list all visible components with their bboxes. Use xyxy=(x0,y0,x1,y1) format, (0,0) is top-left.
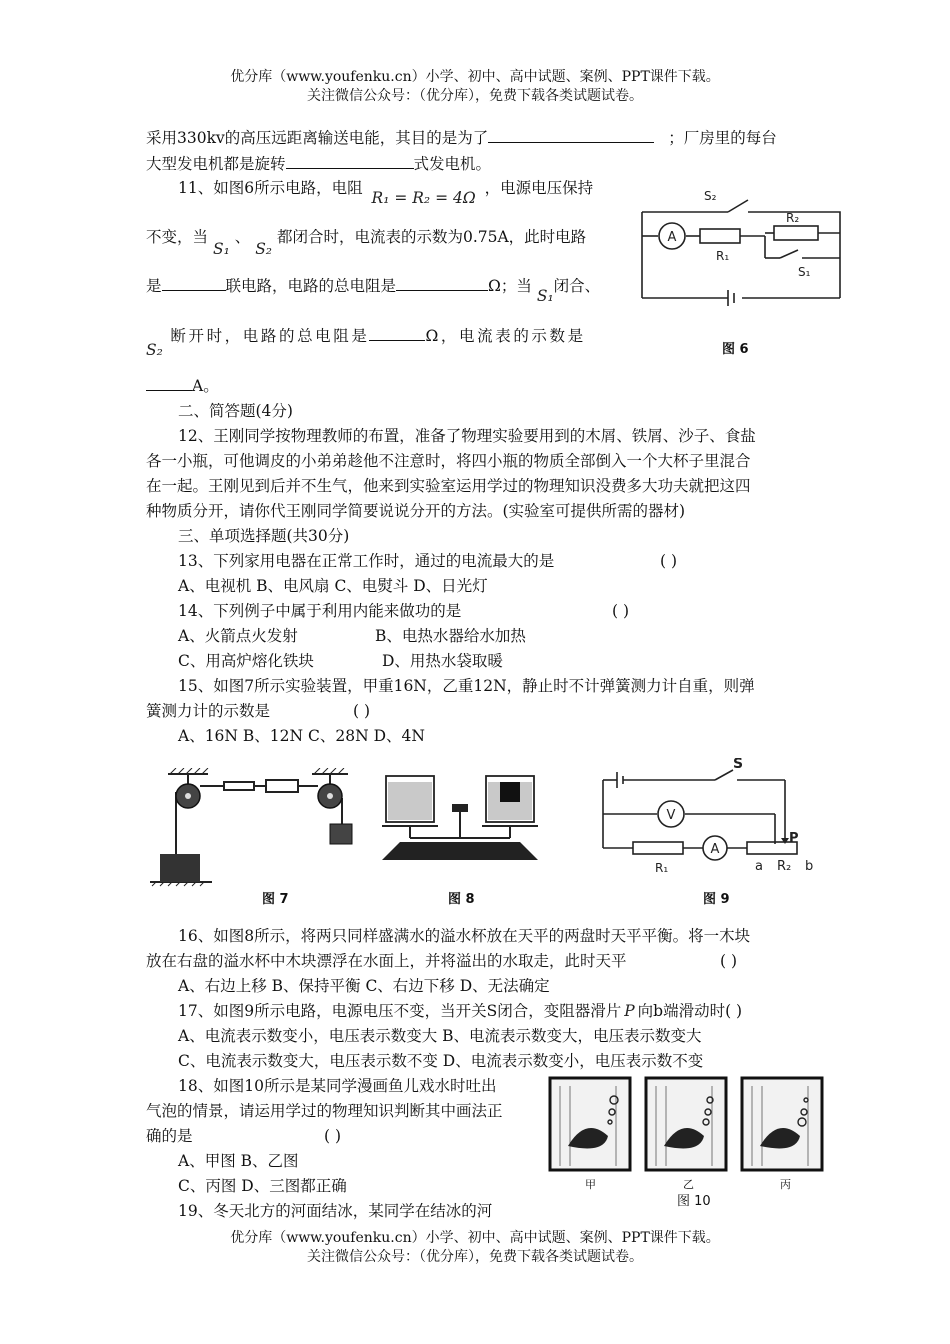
fig9-a-label: a xyxy=(755,859,763,874)
fig9-caption: 图 9 xyxy=(703,892,730,907)
footer-line-1: 优分库（www.youfenku.cn）小学、初中、高中试题、案例、PPT课件下载。 xyxy=(230,1230,720,1246)
fig10-panel-2-label: 乙 xyxy=(683,1178,694,1191)
figure-10-fish xyxy=(546,1076,836,1172)
q18-options-ab: A、甲图 B、乙图 xyxy=(178,1152,299,1170)
q16-bracket: ( ) xyxy=(720,952,738,970)
q12-line-2: 各一小瓶，可他调皮的小弟弟趁他不注意时，将四小瓶的物质全部倒入一个大杯子里混合 xyxy=(146,452,751,470)
q18-line-3: 确的是 xyxy=(146,1127,193,1145)
q19-line-1: 19、冬天北方的河面结冰，某同学在结冰的河 xyxy=(178,1202,493,1220)
figure-8-balance xyxy=(378,768,543,868)
q11-line-2: 不变，当 S₁ 、 S₂ 都闭合时，电流表的示数为0.75A，此时电路 xyxy=(146,228,587,258)
header-line-2: 关注微信公众号：（优分库），免费下载各类试题试卷。 xyxy=(307,88,643,104)
q16-line-2: 放在右盘的溢水杯中木块漂浮在水面上，并将溢出的水取走，此时天平 xyxy=(146,952,627,970)
q16-options: A、右边上移 B、保持平衡 C、右边下移 D、无法确定 xyxy=(178,977,550,995)
fig9-b-label: b xyxy=(805,859,814,874)
q15-bracket: ( ) xyxy=(353,702,371,720)
figure-9-circuit xyxy=(595,758,825,878)
fig9-slider-label: P xyxy=(789,831,799,846)
q18-bracket: ( ) xyxy=(324,1127,342,1145)
q15-options: A、16N B、12N C、28N D、4N xyxy=(178,727,425,745)
fig6-r2-label: R₂ xyxy=(786,211,800,225)
q14-stem: 14、下列例子中属于利用内能来做功的是 xyxy=(178,602,462,620)
fig9-r2-label: R₂ xyxy=(777,859,792,874)
fig6-ammeter-label: A xyxy=(667,230,677,245)
q14-option-a: A、火箭点火发射 xyxy=(178,627,298,645)
q16-line-1: 16、如图8所示，将两只同样盛满水的溢水杯放在天平的两盘时天平平衡。将一木块 xyxy=(178,927,751,945)
fig7-caption: 图 7 xyxy=(262,892,289,907)
fig9-r1-label: R₁ xyxy=(655,861,669,875)
header-line-1: 优分库（www.youfenku.cn）小学、初中、高中试题、案例、PPT课件下载。 xyxy=(230,69,720,85)
q11-formula: R₁ = R₂ = 4Ω xyxy=(371,189,476,207)
q13-options: A、电视机 B、电风扇 C、电熨斗 D、日光灯 xyxy=(178,577,488,595)
q18-line-1: 18、如图10所示是某同学漫画鱼儿戏水时吐出 xyxy=(178,1077,497,1095)
section2-title: 二、简答题(4分) xyxy=(178,402,293,420)
fig6-s2-label: S₂ xyxy=(704,189,717,203)
fig6-s1-label: S₁ xyxy=(798,265,811,279)
fig8-caption: 图 8 xyxy=(448,892,475,907)
q12-line-4: 种物质分开，请你代王刚同学简要说说分开的方法。(实验室可提供所需的器材) xyxy=(146,502,686,520)
q14-bracket: ( ) xyxy=(612,602,630,620)
q11-line-4: S₂ 断开时，电路的总电阻是 Ω，电流表的示数是 xyxy=(146,327,586,359)
fig10-panel-3-label: 丙 xyxy=(780,1178,791,1191)
fig6-caption: 图 6 xyxy=(722,342,749,357)
fig9-switch-label: S xyxy=(733,758,744,772)
q17-options-cd: C、电流表示数变大，电压表示数不变 D、电流表示数变小，电压表示数不变 xyxy=(178,1052,704,1070)
q17-line-1: 17、如图9所示电路，电源电压不变，当开关S闭合，变阻器滑片 P 向b端滑动时( ) xyxy=(178,1002,743,1020)
figure-7-pulley xyxy=(140,768,360,888)
q10-line-1: 采用330kv的高压远距离输送电能，其目的是为了 ；厂房里的每台 xyxy=(146,129,777,147)
q18-options-cd: C、丙图 D、三图都正确 xyxy=(178,1177,347,1195)
q18-line-2: 气泡的情景，请运用学过的物理知识判断其中画法正 xyxy=(146,1102,503,1120)
q11-line-1: 11、如图6所示电路，电阻 R₁ = R₂ = 4Ω ，电源电压保持 xyxy=(178,179,594,207)
fig9-ammeter-label: A xyxy=(710,842,720,857)
fig9-voltmeter-label: V xyxy=(666,808,676,823)
q14-option-d: D、用热水袋取暖 xyxy=(382,652,503,670)
q15-line-2: 簧测力计的示数是 xyxy=(146,702,271,720)
q12-line-1: 12、王刚同学按物理教师的布置，准备了物理实验要用到的木屑、铁屑、沙子、食盐 xyxy=(178,427,756,445)
q15-line-1: 15、如图7所示实验装置，甲重16N，乙重12N，静止时不计弹簧测力计自重，则弹 xyxy=(178,677,755,695)
q13-stem: 13、下列家用电器在正常工作时，通过的电流最大的是 xyxy=(178,552,555,570)
q17-options-ab: A、电流表示数变小，电压表示数变大 B、电流表示数变大，电压表示数变大 xyxy=(178,1027,702,1045)
q14-option-b: B、电热水器给水加热 xyxy=(375,627,526,645)
fig10-caption: 图 10 xyxy=(677,1194,711,1209)
q13-bracket: ( ) xyxy=(660,552,678,570)
fig6-r1-label: R₁ xyxy=(716,249,730,263)
figure-6-circuit xyxy=(630,178,850,358)
q11-line-3: 是 联电路，电路的总电阻是 Ω；当 S₁闭合、 xyxy=(146,277,601,305)
q12-line-3: 在一起。王刚见到后并不生气，他来到实验室运用学过的物理知识没费多大功夫就把这四 xyxy=(146,477,751,495)
q10-line-2: 大型发电机都是旋转 式发电机。 xyxy=(146,155,492,173)
q11-line-5: A。 xyxy=(146,375,219,397)
section3-title: 三、单项选择题(共30分) xyxy=(178,527,350,545)
q14-option-c: C、用高炉熔化铁块 xyxy=(178,652,314,670)
fig10-panel-1-label: 甲 xyxy=(585,1178,596,1191)
footer-line-2: 关注微信公众号：（优分库），免费下载各类试题试卷。 xyxy=(307,1249,643,1265)
